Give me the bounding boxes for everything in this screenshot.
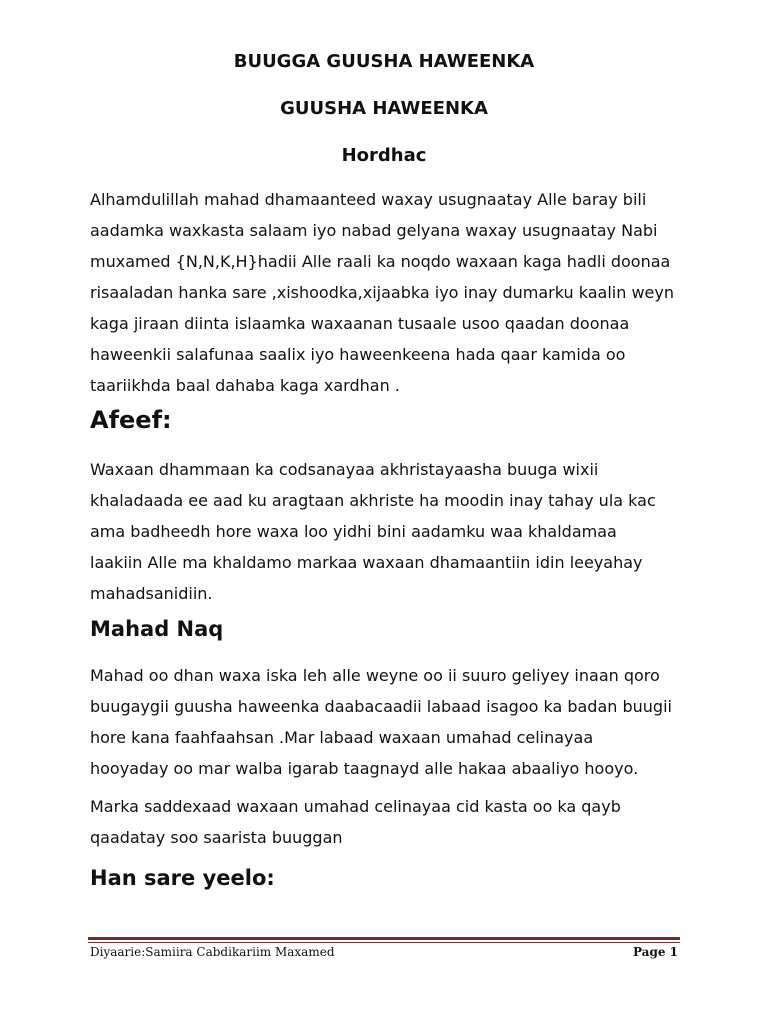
paragraph-line: aadamka waxkasta salaam iyo nabad gelyana waxay usugnaatay Nabi [90, 221, 658, 240]
footer-divider-thin [88, 942, 680, 943]
paragraph-line: qaadatay soo saarista buuggan [90, 828, 343, 847]
book-subtitle: GUUSHA HAWEENKA [280, 98, 488, 119]
paragraph-line: risaaladan hanka sare ,xishoodka,xijaabka iyo inay dumarku kaalin weyn [90, 283, 674, 302]
paragraph-line: khaladaada ee aad ku aragtaan akhriste ha moodin inay tahay ula kac [90, 491, 656, 510]
page-number: Page 1 [632, 945, 678, 959]
paragraph-line: haweenkii salafunaa saalix iyo haweenkeena hada qaar kamida oo [90, 345, 626, 364]
paragraph-line: Waxaan dhammaan ka codsanayaa akhristayaasha buuga wixii [90, 460, 599, 479]
paragraph-line: hore kana faahfaahsan .Mar labaad waxaan umahad celinayaa [90, 728, 594, 747]
paragraph-line: Alhamdulillah mahad dhamaanteed waxay usugnaatay Alle baray bili [90, 190, 647, 209]
mahad-naq-paragraph-1 [90, 660, 690, 784]
intro-paragraph [90, 184, 690, 401]
paragraph-line: kaga jiraan diinta islaamka waxaanan tusaale usoo qaadan doonaa [90, 314, 630, 333]
paragraph-line: Mahad oo dhan waxa iska leh alle weyne oo ii suuro geliyey inaan qoro [90, 666, 660, 685]
footer-divider [88, 937, 680, 940]
paragraph-line: laakiin Alle ma khaldamo markaa waxaan dhamaantiin idin leeyahay [90, 553, 643, 572]
section-heading-mahad-naq: Mahad Naq [90, 617, 224, 641]
paragraph-line: ama badheedh hore waxa loo yidhi bini aadamku waa khaldamaa [90, 522, 617, 541]
section-heading-han-sare: Han sare yeelo: [90, 866, 275, 890]
paragraph-line: muxamed {N,N,K,H}hadii Alle raali ka noqdo waxaan kaga hadli doonaa [90, 252, 671, 271]
section-heading-hordhac: Hordhac [341, 145, 427, 166]
mahad-naq-paragraph-2 [90, 791, 690, 853]
afeef-paragraph [90, 454, 690, 609]
section-heading-afeef: Afeef: [90, 406, 172, 434]
paragraph-line: buugaygii guusha haweenka daabacaadii labaad isagoo ka badan buugii [90, 697, 672, 716]
paragraph-line: mahadsanidiin. [90, 584, 213, 603]
footer-author: Diyaarie:Samiira Cabdikariim Maxamed [90, 945, 335, 959]
book-title: BUUGGA GUUSHA HAWEENKA [233, 51, 535, 72]
paragraph-line: Marka saddexaad waxaan umahad celinayaa cid kasta oo ka qayb [90, 797, 621, 816]
paragraph-line: hooyaday oo mar walba igarab taagnayd alle hakaa abaaliyo hooyo. [90, 759, 639, 778]
paragraph-line: taariikhda baal dahaba kaga xardhan . [90, 376, 400, 395]
